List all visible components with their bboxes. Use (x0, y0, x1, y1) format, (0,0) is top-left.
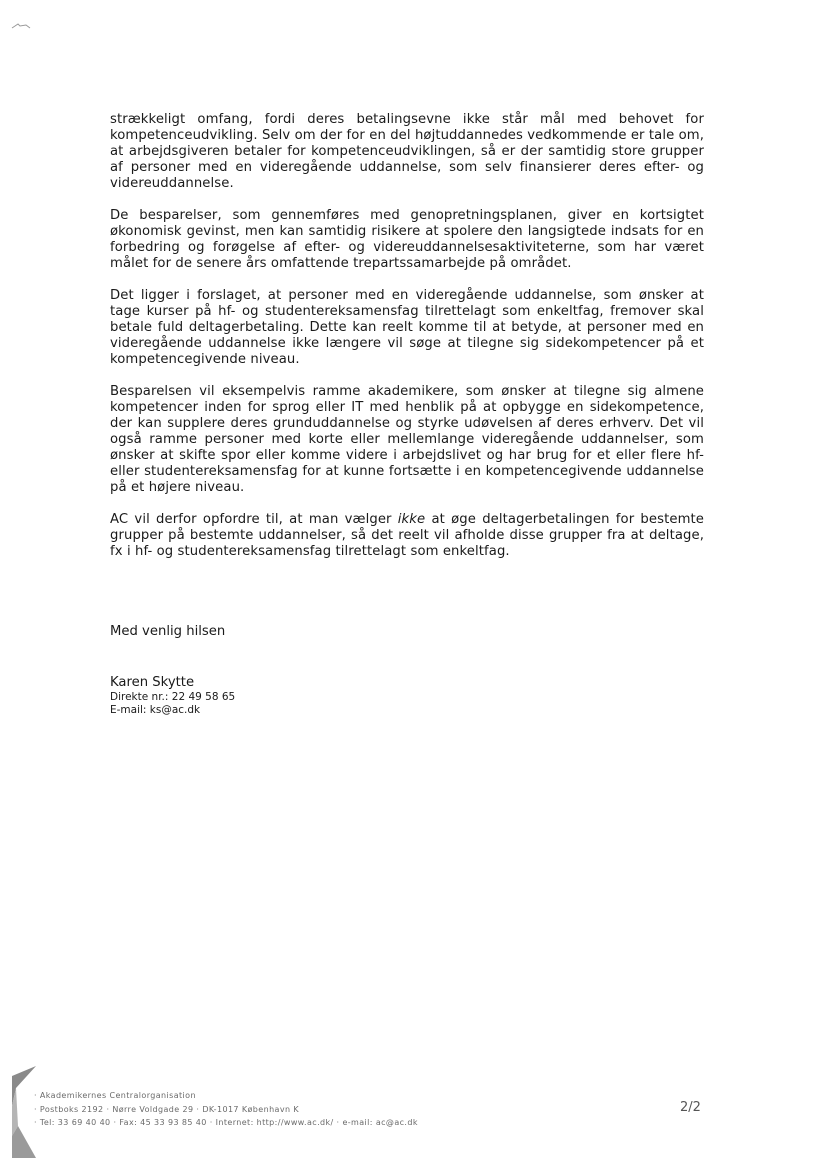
footer-contact: · Tel: 33 69 40 40 · Fax: 45 33 93 85 40 · Internet: http://www.ac.dk/ · e-mail: ac@ac.dk (34, 1118, 418, 1127)
signature-name: Karen Skytte (110, 675, 195, 690)
page-number: 2/2 (680, 1100, 701, 1115)
paragraph-5-end: at øge deltagerbetalingen for bestemte grupper på bestemte uddannelser, så det reelt vil afholde disse grupper fra at deltage, fx i hf- og studentereksamensfag tilrettelagt som enkeltfag. (110, 512, 704, 559)
letter-body (110, 112, 704, 576)
signature-email: E-mail: ks@ac.dk (110, 704, 201, 716)
paragraph-5 (110, 512, 704, 560)
paragraph-2: De besparelser, som gennemføres med genopretningsplanen, giver en kortsigtet økonomisk gevinst, men kan samtidig risikere at spolere den langsigtede indsats for en forbedring og forøgelse af efter- og videreuddannelsesaktiviteterne, som har været målet for de senere års omfattende trepartssamarbejde på området. (110, 208, 704, 271)
paragraph-4: Besparelsen vil eksempelvis ramme akademikere, som ønsker at tilegne sig almene kompetencer inden for sprog eller IT med henblik på at opbygge en sidekompetence, der kan supplere deres grunduddannelse og styrke udøvelsen af deres erhverv. Det vil også ramme personer med korte eller mellemlange videregående uddannelser, som ønsker at skifte spor eller komme videre i arbejdslivet og har brug for et eller flere hf- eller studentereksamensfag for at kunne fortsætte i en kompetencegivende uddannelse på et højere niveau. (110, 384, 704, 495)
footer-address (34, 1089, 418, 1130)
signature-block (110, 675, 235, 717)
footer-organisation: · Akademikernes Centralorganisation (34, 1091, 196, 1100)
footer-postal-address: · Postboks 2192 · Nørre Voldgade 29 · DK-1017 København K (34, 1104, 300, 1114)
paragraph-1: strækkeligt omfang, fordi deres betalingsevne ikke står mål med behovet for kompetenceudvikling. Selv om der for en del højtuddannedes vedkommende er tale om, at arbejdsgiveren betaler for kompetenceudviklingen, så er der samtidig store grupper af personer med en videregående uddannelse, som selv finansierer deres efter- og videreuddannelse. (110, 112, 704, 191)
paragraph-5-start: AC vil derfor opfordre til, at man vælger (110, 512, 398, 527)
scan-artifact-mark (10, 22, 32, 30)
paragraph-5-emphasis: ikke (397, 512, 426, 527)
signature-phone: Direkte nr.: 22 49 58 65 (110, 691, 236, 703)
closing-greeting: Med venlig hilsen (110, 624, 226, 639)
paragraph-3: Det ligger i forslaget, at personer med en videregående uddannelse, som ønsker at tage kurser på hf- og studentereksamensfag tilrettelagt som enkeltfag, fremover skal betale fuld deltagerbetaling. Dette kan reelt komme til at betyde, at personer med en videregående uddannelse ikke længere vil søge at tilegne sig sidekompetencer på et kompetencegivende niveau. (110, 288, 704, 367)
